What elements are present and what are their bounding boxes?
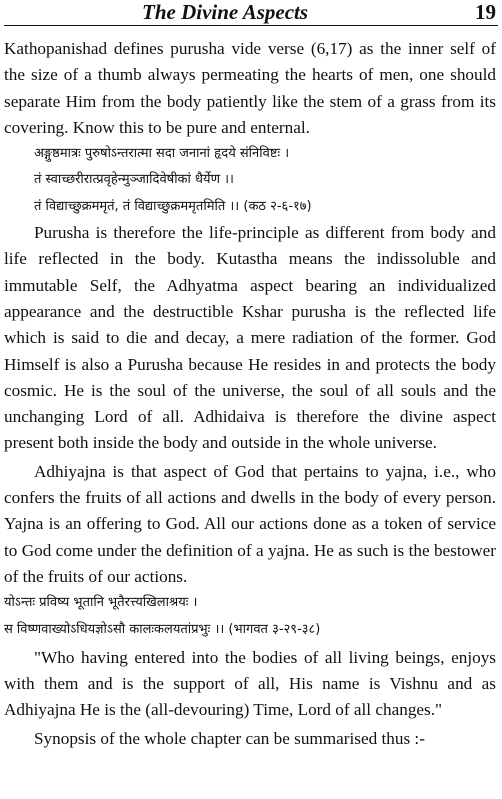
paragraph-purusha: Purusha is therefore the life-principle as different from body and life reflected in the body. Kutastha means the indissoluble and immutable Self, the Adhyatma aspect bearing an individualized appearance and the destructible Kshar purusha is the reflected life which is said to die and decay, a mere radiation of the former. God Himself is also a Purusha because He resides in and protects the body cosmic. He is the soul of the universe, the soul of all souls and the unchanging Lord of all. Adhidaiva is therefore the divine aspect present both inside the body and outside in the whole universe.: [4, 223, 496, 453]
verse-katha: [4, 141, 496, 220]
header-rule: [4, 25, 498, 26]
verse-bhagavata: [4, 590, 496, 643]
verse-line: तं स्वाच्छरीरात्प्रवृहेन्मुञ्जादिवेषीकां धैर्येण ।।: [34, 172, 234, 188]
verse-line: तं विद्याच्छुक्रममृतं, तं विद्याच्छुक्रममृतमिति ।। (कठ २-६-१७): [34, 198, 312, 214]
paragraph-quote: "Who having entered into the bodies of all living beings, enjoys with them and is the support of all, His name is Vishnu and as Adhiyajna He is the (all-devouring) Time, Lord of all changes.": [4, 647, 496, 720]
page-number: 19: [475, 0, 496, 24]
running-header: [0, 0, 502, 30]
paragraph-adhiyajna: Adhiyajna is that aspect of God that pertains to yajna, i.e., who confers the fruits of all actions and dwells in the body of every person. Yajna is an offering to God. All our actions done as a token of service to God come under the definition of a yajna. He as such is the bestower of the fruits of our actions.: [4, 461, 496, 586]
page-body: [4, 36, 496, 752]
verse-line: स विष्णवाख्योऽधियज्ञोऽसौ कालःकलयतांप्रभुः ।। (भागवत ३-२९-३८): [4, 621, 321, 637]
verse-line: अङ्गुष्ठमात्रः पुरुषोऽन्तरात्मा सदा जनानां हृदये संनिविष्टः ।: [34, 146, 290, 162]
paragraph-kathopanishad: Kathopanishad defines purusha vide verse (6,17) as the inner self of the size of a thumb always permeating the hearts of men, one should separate Him from the body patiently like the stem of a grass from its covering. Know this to be pure and enternal.: [4, 39, 496, 137]
paragraph-synopsis: Synopsis of the whole chapter can be summarised thus :-: [34, 728, 425, 748]
chapter-title: The Divine Aspects: [142, 0, 309, 24]
verse-line: योऽन्तः प्रविष्य भूतानि भूतैरत्त्यखिलाश्रयः ।: [4, 595, 198, 611]
